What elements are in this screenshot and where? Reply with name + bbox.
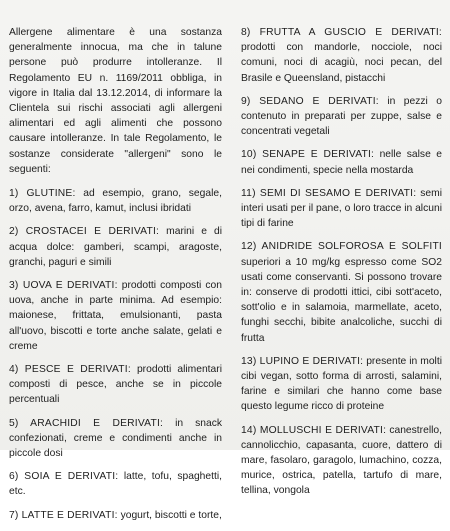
allergen-heading: 7) LATTE E DERIVATI: <box>9 509 118 521</box>
allergen-heading: 12) ANIDRIDE SOLFOROSA E SOLFITI <box>241 241 442 253</box>
allergen-item-7 <box>9 508 222 523</box>
allergen-text: canestrello, cannolicchio, capasanta, cuore, dattero di mare, fasolaro, garagolo, lumachino, cozza, murice, ostrica, patella, tartufo di mare, tellina, vongola <box>241 424 442 497</box>
allergen-heading: 8) FRUTTA A GUSCIO E DERIVATI: <box>241 27 442 38</box>
allergen-text: marini e di acqua dolce: gamberi, scampi, aragoste, granchi, paguri e simili <box>9 226 222 268</box>
allergen-item-9 <box>241 94 442 140</box>
allergen-text: in pezzi o contenuto in preparati per zuppe, salse e concentrati vegetali <box>241 95 442 138</box>
allergen-text: semi interi usati per il pane, o loro tracce in alcuni tipi di farine <box>241 187 442 230</box>
allergen-text: nelle salse e nei condimenti, specie nella mostarda <box>241 149 442 176</box>
allergen-text: prodotti alimentari composti di pesce, anche se in piccole percentuali <box>9 364 222 406</box>
allergen-heading: 2) CROSTACEI E DERIVATI: <box>9 226 160 238</box>
allergen-item-3 <box>9 278 222 354</box>
allergen-text: ad esempio, grano, segale, orzo, avena, farro, kamut, inclusi ibridati <box>9 188 222 215</box>
left-column <box>9 25 222 531</box>
allergen-heading: 5) ARACHIDI E DERIVATI: <box>9 417 164 429</box>
right-column <box>241 25 442 507</box>
allergen-text: prodotti con mandorle, nocciole, noci comuni, noci di acagiù, noci pecan, del Brasile e Queensland, pistacchi <box>241 42 442 84</box>
allergen-heading: 4) PESCE E DERIVATI: <box>9 364 131 376</box>
allergen-heading: 13) LUPINO E DERIVATI: <box>241 355 364 367</box>
allergen-heading: 1) GLUTINE: <box>9 188 76 200</box>
allergen-text: presente in molti cibi vegan, sotto forma di arrosti, salamini, farine e similari che hanno come base questo legume ricco di proteine <box>241 355 442 413</box>
allergen-item-8 <box>241 25 442 86</box>
allergen-text: superiori a 10 mg/kg espresso come SO2 usati come conservanti. Si possono trovare in: conserve di prodotti ittici, cibi sott'aceto, sott'olio e in salamoia, marmellate, aceto, funghi secchi, bibite analcoliche, succhi di frutta <box>241 256 442 344</box>
allergen-heading: 3) UOVA E DERIVATI: <box>9 280 118 292</box>
allergen-text: prodotti composti con uova, anche in parte minima. Ad esempio: maionese, frittata, emulsionanti, pasta all'uovo, biscotti e torte anche salate, gelati e creme <box>9 280 222 352</box>
allergen-heading: 11) SEMI DI SESAMO E DERIVATI: <box>241 187 417 199</box>
allergen-item-12 <box>241 239 442 345</box>
allergen-item-13 <box>241 354 442 415</box>
allergen-heading: 9) SEDANO E DERIVATI: <box>241 95 379 107</box>
allergen-heading: 14) MOLLUSCHI E DERIVATI: <box>241 424 387 436</box>
allergen-heading: 6) SOIA E DERIVATI: <box>9 471 119 483</box>
allergen-item-5 <box>9 416 222 462</box>
allergen-item-2 <box>9 224 222 270</box>
allergen-item-1 <box>9 186 222 216</box>
allergen-text: in snack confezionati, creme e condimenti anche in piccole dosi <box>9 417 222 460</box>
allergen-text: latte, tofu, spaghetti, etc. <box>9 471 223 498</box>
allergen-heading: 10) SENAPE E DERIVATI: <box>241 149 375 161</box>
allergen-item-10 <box>241 147 442 177</box>
allergen-text: yogurt, biscotti e torte, <box>117 509 222 521</box>
allergen-item-4 <box>9 362 222 408</box>
allergen-item-6 <box>9 469 222 499</box>
allergen-item-14 <box>241 423 442 499</box>
allergen-item-11 <box>241 186 442 232</box>
intro-paragraph: Allergene alimentare è una sostanza generalmente innocua, ma che in talune persone può produrre intolleranze. Il Regolamento EU n. 1169/2011 obbliga, in vigore in Italia dal 13.12.2014, di informare la Clientela sui rischi associati agli allergeni alimentari ed agli alimenti che possono causare intolleranze. In tale Regolamento, le sostanze considerate "allergeni" sono le seguenti: <box>9 27 222 175</box>
